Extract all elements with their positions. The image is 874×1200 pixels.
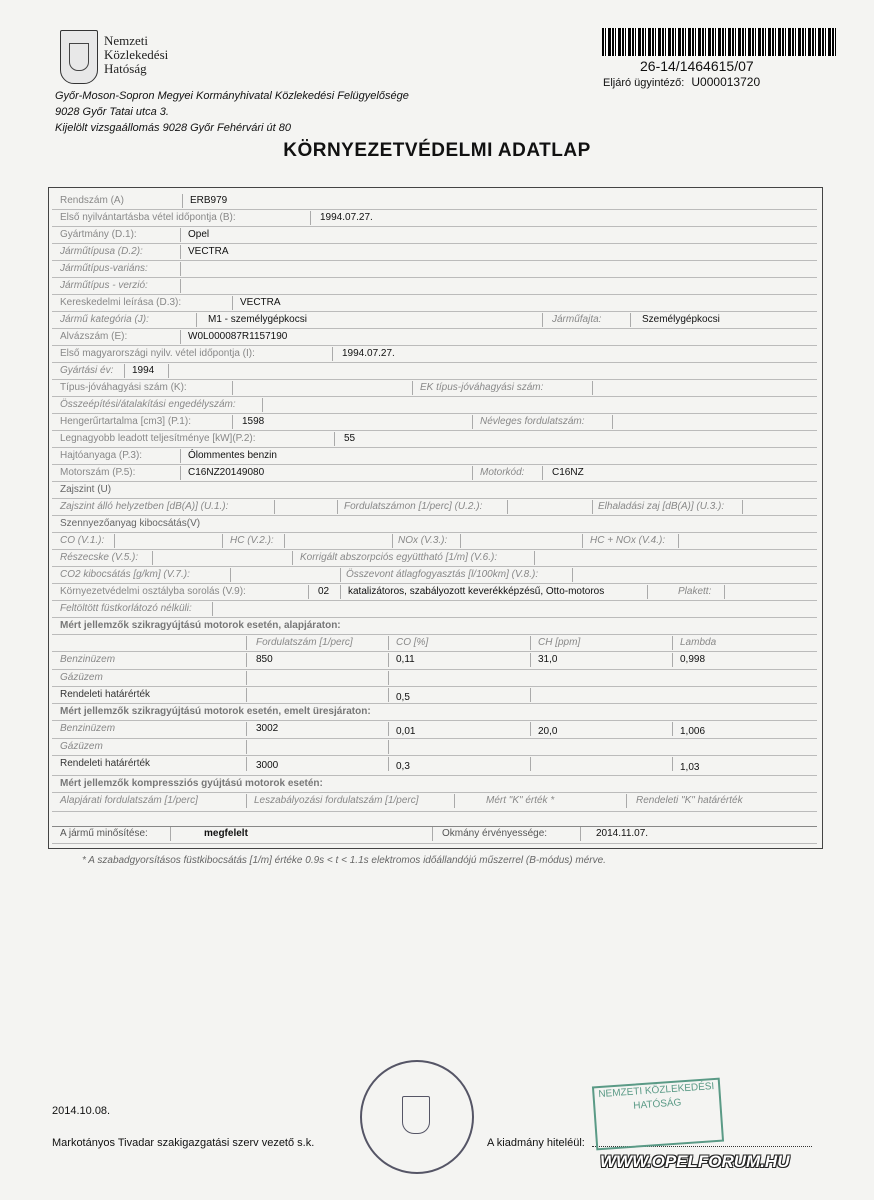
clerk-id — [603, 75, 760, 89]
high-limit-co: 0,3 — [396, 761, 410, 772]
high-petrol-co: 0,01 — [396, 726, 416, 737]
ec-approval-label: EK típus-jóváhagyási szám: — [420, 382, 544, 393]
kind-value: Személygépkocsi — [642, 314, 720, 325]
row-high-idle-header — [52, 705, 817, 721]
row-conversion — [52, 398, 817, 414]
noise-section-title: Zajszint (U) — [60, 484, 112, 495]
seal-shield-icon — [402, 1096, 430, 1134]
row-make — [52, 228, 817, 244]
qualification-label: A jármű minősítése: — [60, 828, 148, 839]
rated-rpm-label: Névleges fordulatszám: — [480, 416, 585, 427]
row-idle-columns — [52, 636, 817, 652]
authority-stamp — [592, 1078, 724, 1151]
barcode — [602, 28, 836, 56]
row-pollutants-1 — [52, 534, 817, 550]
engine-code-value: C16NZ — [552, 467, 584, 478]
noise-passby-label: Elhaladási zaj [dB(A)] (U.3.): — [598, 501, 725, 512]
signatory: Markotányos Tivadar szakigazgatási szerv vezető s.k. — [52, 1137, 315, 1149]
row-idle-limit — [52, 688, 817, 704]
kind-label: Járműfajta: — [552, 314, 602, 325]
row-power — [52, 432, 817, 448]
noise-rpm-label: Fordulatszámon [1/perc] (U.2.): — [344, 501, 483, 512]
hc-nox-label: HC + NOx (V.4.): — [590, 535, 666, 546]
row-pollutants-2 — [52, 551, 817, 567]
qualification-value: megfelelt — [204, 828, 248, 839]
co-label: CO (V.1.): — [60, 535, 105, 546]
first-reg-value: 1994.07.27. — [320, 212, 373, 223]
row-engine-number — [52, 466, 817, 482]
consumption-label: Összevont átlagfogyasztás [l/100km] (V.8.): — [346, 569, 539, 580]
particulate-label: Részecske (V.5.): — [60, 552, 139, 563]
row-type — [52, 245, 817, 261]
plate-value: ERB979 — [190, 195, 228, 206]
stamp-line-1: NEMZETI KÖZLEKEDÉSI — [598, 1081, 715, 1101]
make-value: Opel — [188, 229, 210, 240]
row-vin — [52, 330, 817, 346]
row-diesel-header — [52, 777, 817, 793]
vin-label: Alvázszám (E): — [60, 331, 128, 342]
high-petrol-rpm: 3002 — [256, 723, 279, 734]
idle-petrol-label: Benzinüzem — [60, 654, 116, 665]
idle-petrol-lambda: 0,998 — [680, 654, 706, 665]
displacement-label: Hengerűrtartalma [cm3] (P.1): — [60, 416, 191, 427]
high-petrol-label: Benzinüzem — [60, 723, 116, 734]
row-pollutant-header — [52, 517, 817, 533]
power-label: Legnagyobb leadott teljesítménye [kW](P.2): — [60, 433, 256, 444]
high-limit-lambda: 1,03 — [680, 762, 700, 773]
diesel-k-limit-label: Rendeleti "K" határérték — [636, 795, 743, 806]
authentication-label: A kiadmány hiteléül: — [487, 1137, 585, 1149]
fuel-value: Ólommentes benzin — [188, 450, 277, 461]
engine-number-value: C16NZ20149080 — [188, 467, 265, 478]
row-noise-header — [52, 483, 817, 499]
variant-label: Járműtípus-variáns: — [60, 263, 148, 274]
first-reg-label: Első nyilvántartásba vétel időpontja (B): — [60, 212, 236, 223]
idle-petrol-rpm: 850 — [256, 654, 273, 665]
issue-date: 2014.10.08. — [52, 1105, 111, 1117]
coat-of-arms-icon — [60, 30, 98, 84]
env-class-label: Környezetvédelmi osztályba sorolás (V.9): — [60, 586, 246, 597]
col-co: CO [%] — [396, 637, 429, 648]
category-label: Jármű kategória (J): — [60, 314, 149, 325]
year-label: Gyártási év: — [60, 365, 114, 376]
row-variant — [52, 262, 817, 278]
type-label: Járműtípusa (D.2): — [60, 246, 143, 257]
nox-label: NOx (V.3.): — [398, 535, 448, 546]
idle-limit-label: Rendeleti határérték — [60, 689, 151, 700]
high-petrol-lambda: 1,006 — [680, 726, 706, 737]
page-title: KÖRNYEZETVÉDELMI ADATLAP — [283, 140, 591, 161]
fuel-label: Hajtóanyaga (P.3): — [60, 450, 143, 461]
co2-label: CO2 kibocsátás [g/km] (V.7.): — [60, 569, 190, 580]
engine-number-label: Motorszám (P.5): — [60, 467, 136, 478]
validity-label: Okmány érvényessége: — [442, 828, 548, 839]
row-smoke-limiter — [52, 602, 817, 618]
office-address: 9028 Győr Tatai utca 3. — [55, 106, 169, 118]
year-value: 1994 — [132, 365, 155, 376]
agency-line-3: Hatóság — [104, 61, 147, 76]
row-idle-header — [52, 619, 817, 635]
row-category — [52, 313, 817, 329]
smoke-limiter-label: Feltöltött füstkorlátozó nélküli: — [60, 603, 192, 614]
plate-label: Rendszám (A) — [60, 195, 124, 206]
validity-value: 2014.11.07. — [596, 828, 649, 839]
agency-line-1: Nemzeti — [104, 33, 149, 48]
stamp-line-2: HATÓSÁG — [632, 1097, 682, 1112]
env-class-value: katalizátoros, szabályozott keverékképzésű, Otto-motoros — [348, 586, 605, 597]
test-station: Kijelölt vizsgaállomás 9028 Győr Fehérvári út 80 — [55, 122, 292, 134]
type-approval-label: Típus-jóváhagyási szám (K): — [60, 382, 187, 393]
hu-reg-label: Első magyarországi nyilv. vétel időpontja (I): — [60, 348, 255, 359]
row-high-gas — [52, 740, 817, 756]
row-high-limit — [52, 757, 817, 776]
document-number: 26-14/1464615/07 — [640, 58, 754, 74]
issuer-block — [55, 88, 409, 136]
row-idle-gas — [52, 671, 817, 687]
diesel-section-title: Mért jellemzők kompressziós gyújtású motorok esetén: — [60, 778, 323, 789]
hu-reg-value: 1994.07.27. — [342, 348, 395, 359]
footnote: * A szabadgyorsításos füstkibocsátás [1/m] értéke 0.9s < t < 1.1s elektromos időállandójú műszerrel (B-módus) mérve. — [82, 855, 606, 866]
row-fuel — [52, 449, 817, 465]
make-label: Gyártmány (D.1): — [60, 229, 137, 240]
row-high-petrol — [52, 722, 817, 739]
diesel-k-label: Mért "K" érték * — [486, 795, 555, 806]
noise-standing-label: Zajszint álló helyzetben [dB(A)] (U.1.): — [60, 501, 229, 512]
watermark: WWW.OPELFORUM.HU — [600, 1152, 790, 1171]
idle-petrol-co: 0,11 — [396, 654, 415, 665]
row-plate — [52, 194, 817, 210]
engine-code-label: Motorkód: — [480, 467, 525, 478]
idle-section-title: Mért jellemzők szikragyújtású motorok esetén, alapjáraton: — [60, 620, 341, 631]
agency-line-2: Közlekedési — [104, 47, 169, 62]
high-limit-label: Rendeleti határérték — [60, 758, 151, 769]
idle-limit-co: 0,5 — [396, 692, 410, 703]
agency-logo-text — [104, 34, 168, 76]
hc-label: HC (V.2.): — [230, 535, 274, 546]
row-displacement — [52, 415, 817, 431]
trade-label: Kereskedelmi leírása (D.3): — [60, 297, 182, 308]
trade-value: VECTRA — [240, 297, 281, 308]
pollutant-section-title: Szennyezőanyag kibocsátás(V) — [60, 518, 201, 529]
sticker-label: Plakett: — [678, 586, 712, 597]
row-env-class — [52, 585, 817, 601]
col-ch: CH [ppm] — [538, 637, 581, 648]
row-type-approval — [52, 381, 817, 397]
row-idle-petrol — [52, 653, 817, 670]
power-value: 55 — [344, 433, 356, 444]
row-hu-registration — [52, 347, 817, 363]
high-gas-label: Gázüzem — [60, 741, 103, 752]
high-idle-section-title: Mért jellemzők szikragyújtású motorok esetén, emelt üresjáraton: — [60, 706, 371, 717]
displacement-value: 1598 — [242, 416, 265, 427]
absorption-label: Korrigált abszorpciós együttható [1/m] (V.6.): — [300, 552, 498, 563]
version-label: Járműtípus - verzió: — [60, 280, 148, 291]
col-lambda: Lambda — [680, 637, 717, 648]
clerk-value: U000013720 — [691, 75, 761, 89]
category-value: M1 - személygépkocsi — [208, 314, 307, 325]
idle-petrol-ch: 31,0 — [538, 654, 558, 665]
row-qualification — [52, 826, 817, 844]
conversion-label: Összeépítési/átalakítási engedélyszám: — [60, 399, 236, 410]
type-value: VECTRA — [188, 246, 229, 257]
row-first-registration — [52, 211, 817, 227]
idle-gas-label: Gázüzem — [60, 672, 103, 683]
office-name: Győr-Moson-Sopron Megyei Kormányhivatal Közlekedési Felügyelősége — [55, 90, 409, 102]
row-noise — [52, 500, 817, 516]
diesel-idle-label: Alapjárati fordulatszám [1/perc] — [60, 795, 198, 806]
row-version — [52, 279, 817, 295]
high-petrol-ch: 20,0 — [538, 726, 558, 737]
row-trade-name — [52, 296, 817, 312]
clerk-label: Eljáró ügyintéző: — [603, 77, 685, 89]
official-seal — [360, 1060, 474, 1174]
diesel-governed-label: Leszabályozási fordulatszám [1/perc] — [254, 795, 419, 806]
vin-value: W0L000087R1157190 — [188, 331, 288, 342]
row-diesel-columns — [52, 794, 817, 812]
row-year — [52, 364, 817, 380]
high-limit-rpm: 3000 — [256, 760, 279, 771]
row-pollutants-3 — [52, 568, 817, 584]
env-class-code: 02 — [318, 586, 330, 597]
col-rpm: Fordulatszám [1/perc] — [256, 637, 353, 648]
